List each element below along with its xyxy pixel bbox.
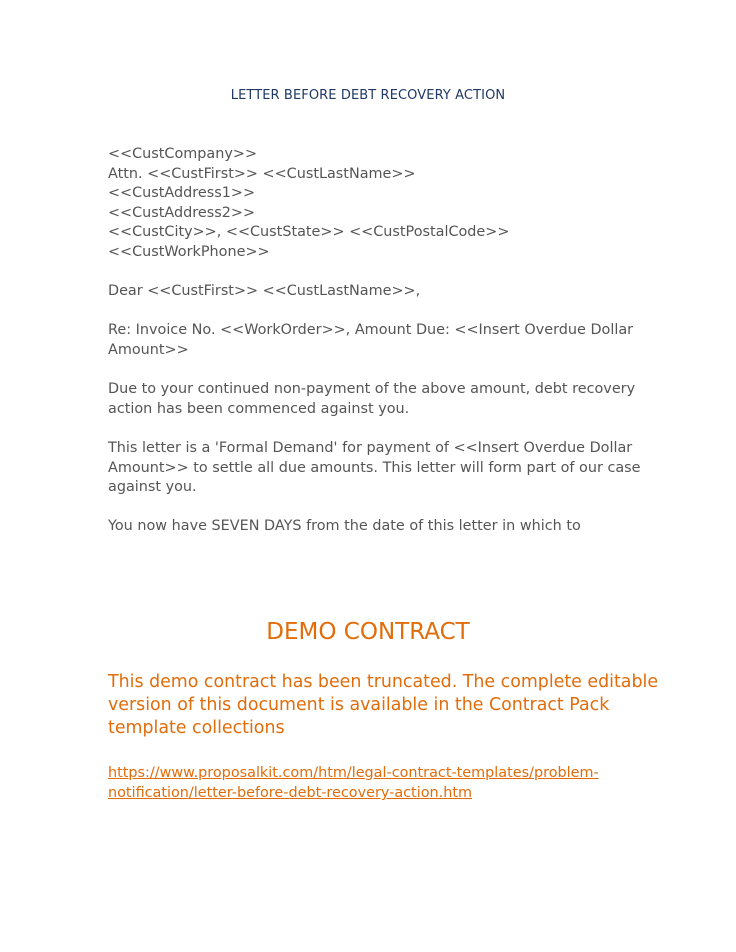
contract-pack-link[interactable] — [108, 763, 668, 803]
paragraph-formal-demand — [108, 439, 641, 498]
re-line-2: Amount>> — [108, 341, 189, 358]
re-line — [108, 321, 634, 360]
demo-contract-heading: DEMO CONTRACT — [266, 619, 470, 645]
paragraph-seven-days — [108, 517, 628, 537]
demo-notice-line: version of this document is available in the Contract Pack — [108, 695, 610, 715]
address-city-state-zip: <<CustCity>>, <<CustState>> <<CustPostalCode>> — [108, 224, 510, 241]
address-line-1: <<CustAddress1>> — [108, 185, 256, 202]
demo-notice-line: This demo contract has been truncated. The complete editable — [108, 672, 659, 692]
address-phone: <<CustWorkPhone>> — [108, 243, 270, 260]
demo-truncation-notice — [108, 671, 659, 740]
link-line-2[interactable]: notification/letter-before-debt-recovery-action.htm — [108, 785, 472, 801]
recipient-address-block — [108, 145, 628, 263]
paragraph-non-payment — [108, 380, 636, 419]
paragraph-line: Amount>> to settle all due amounts. This letter will form part of our case — [108, 459, 641, 476]
salutation-text: Dear <<CustFirst>> <<CustLastName>>, — [108, 283, 421, 299]
paragraph-line: Due to your continued non-payment of the above amount, debt recovery — [108, 381, 636, 397]
paragraph-line: This letter is a 'Formal Demand' for payment of <<Insert Overdue Dollar — [108, 440, 633, 456]
paragraph-line: You now have SEVEN DAYS from the date of this letter in which to — [108, 518, 581, 534]
paragraph-line: action has been commenced against you. — [108, 400, 410, 417]
address-attention: Attn. <<CustFirst>> <<CustLastName>> — [108, 165, 416, 182]
link-line-1[interactable]: https://www.proposalkit.com/htm/legal-contract-templates/problem- — [108, 765, 599, 781]
re-line-1: Re: Invoice No. <<WorkOrder>>, Amount Due: <<Insert Overdue Dollar — [108, 322, 634, 338]
address-line-2: <<CustAddress2>> — [108, 204, 256, 221]
paragraph-line: against you. — [108, 479, 197, 496]
document-title: LETTER BEFORE DEBT RECOVERY ACTION — [230, 88, 506, 103]
address-company: <<CustCompany>> — [108, 146, 258, 162]
demo-notice-line: template collections — [108, 718, 285, 738]
salutation — [108, 282, 628, 302]
